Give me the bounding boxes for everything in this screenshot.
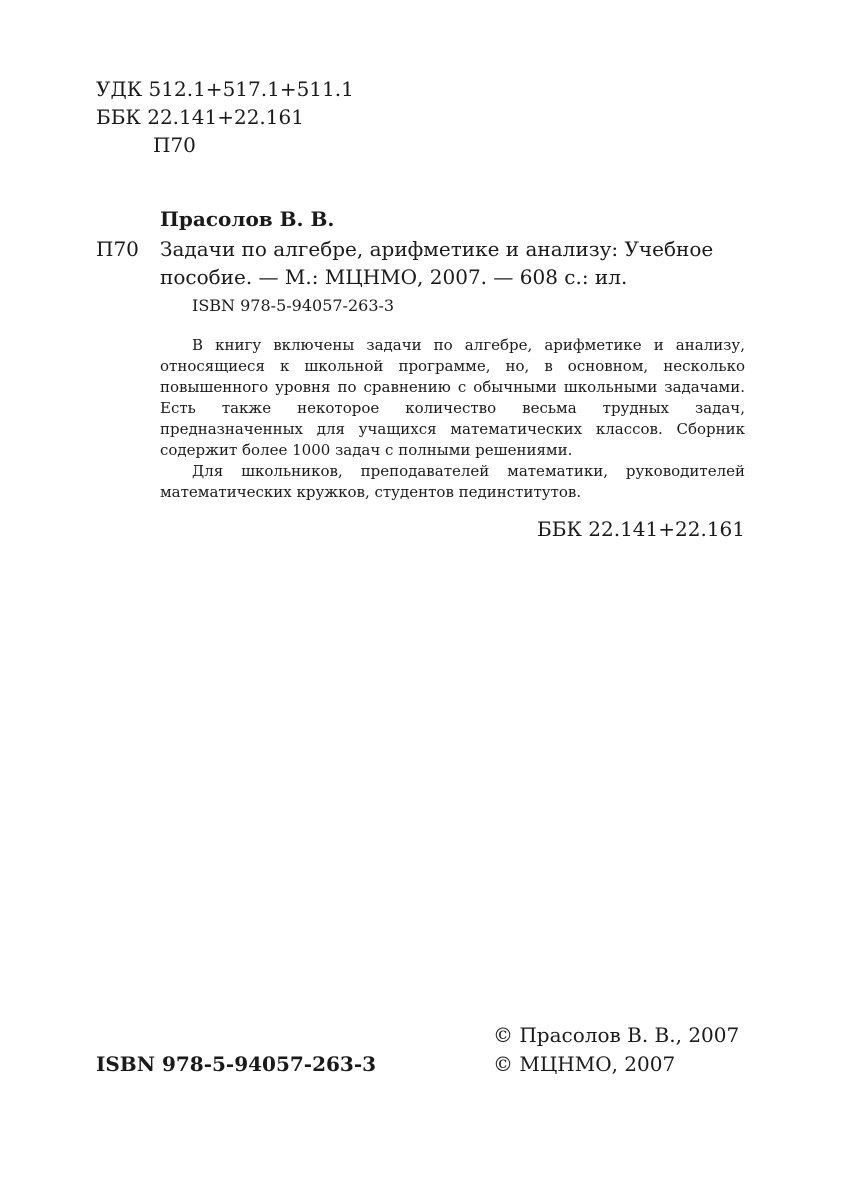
udk-code: УДК 512.1+517.1+511.1 — [96, 77, 354, 101]
bbk-index-right: ББК 22.141+22.161 — [537, 517, 745, 541]
catalog-isbn: ISBN 978-5-94057-263-3 — [192, 296, 395, 315]
classification-block — [96, 75, 354, 159]
copyright-publisher: © МЦНМО, 2007 — [493, 1052, 676, 1076]
annotation-paragraph-1: В книгу включены задачи по алгебре, арифметике и анализу, относящиеся к школьной программе, но, в основном, несколько повышенного уровня по сравнению с обычными школьными задачами. Есть также некоторое количество весьма трудных задач, предназначенных для учащихся математических классов. Сборник содержит более 1000 задач с полными решениями. — [160, 336, 745, 459]
annotation-paragraph-2: Для школьников, преподавателей математики, руководителей математических кружков, студентов пединститутов. — [160, 462, 745, 501]
author-mark: П70 — [153, 133, 196, 157]
book-author: Прасолов В. В. — [160, 207, 335, 231]
copyright-author: © Прасолов В. В., 2007 — [493, 1023, 740, 1047]
annotation — [160, 335, 745, 503]
title-line-1: Задачи по алгебре, арифметике и анализу: Учебное — [160, 237, 714, 261]
catalog-author-mark: П70 — [96, 237, 139, 261]
isbn-footer: ISBN 978-5-94057-263-3 — [96, 1052, 377, 1076]
bbk-code: ББК 22.141+22.161 — [96, 105, 304, 129]
book-title-description — [160, 235, 745, 291]
title-line-2: пособие. — М.: МЦНМО, 2007. — 608 с.: ил. — [160, 265, 628, 289]
copyright-block — [493, 1021, 739, 1079]
